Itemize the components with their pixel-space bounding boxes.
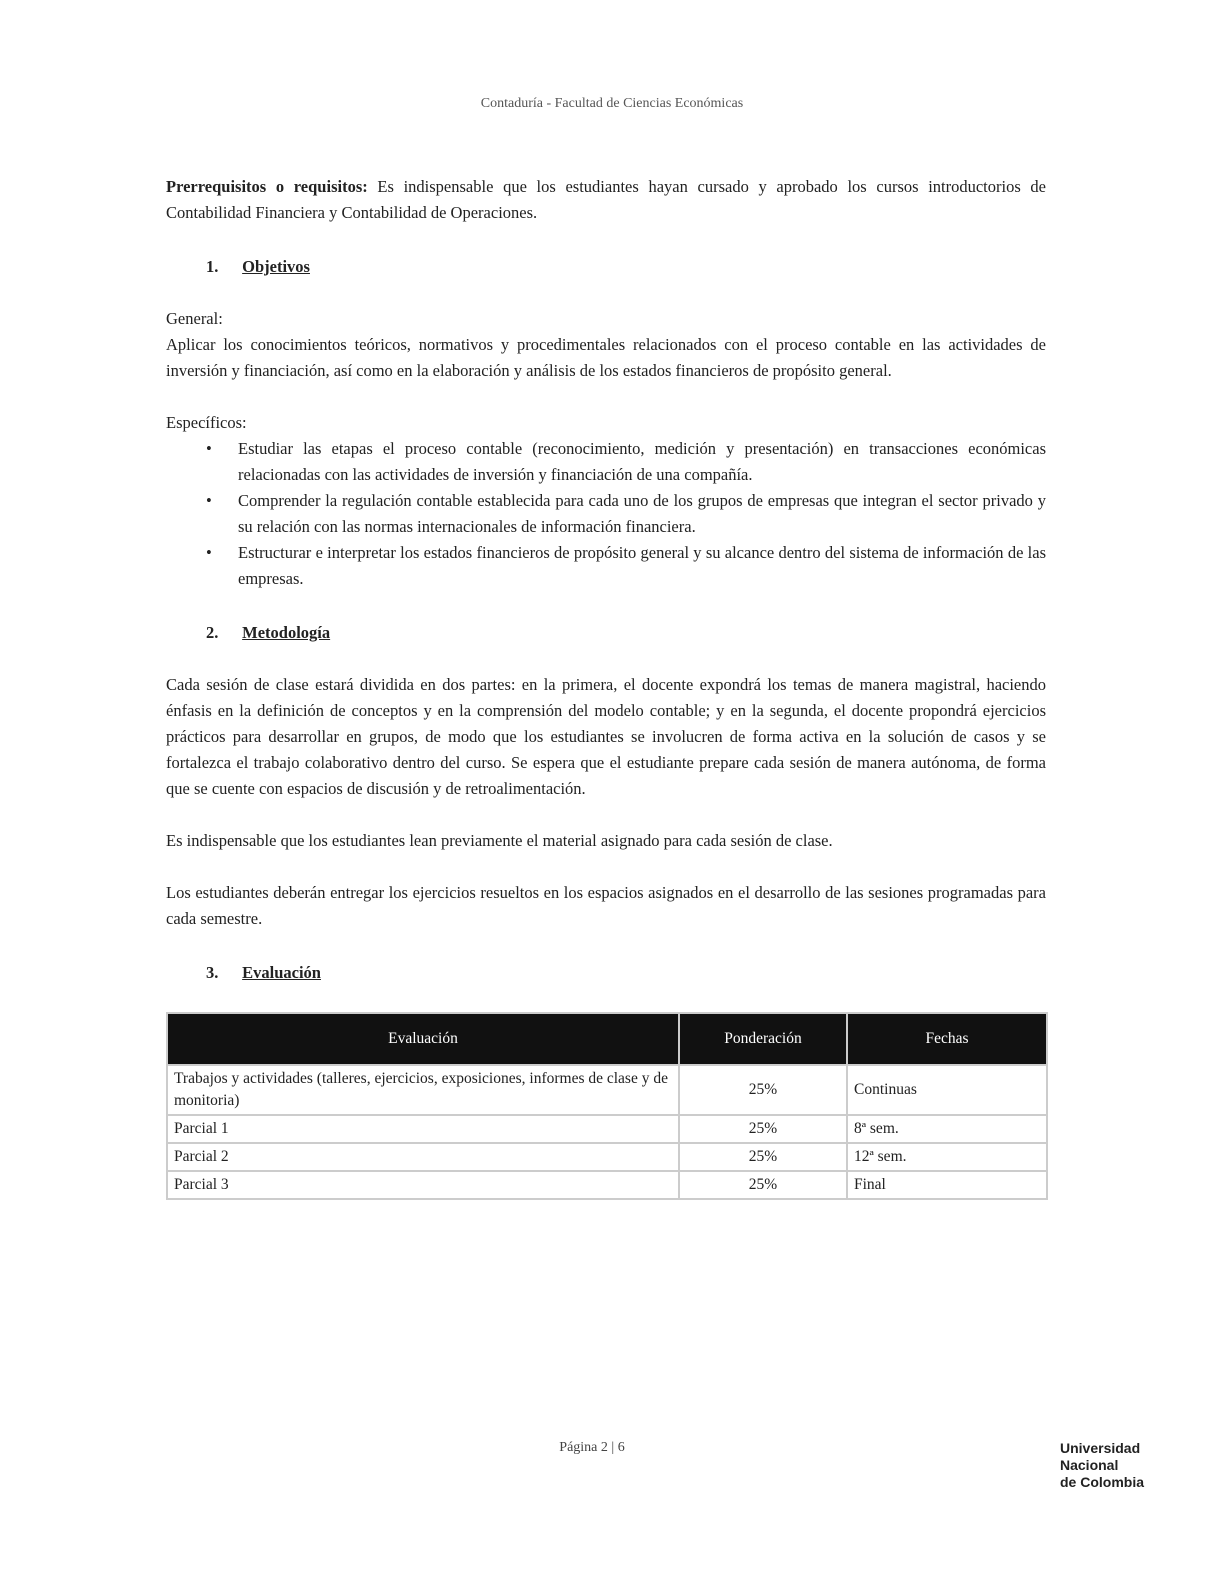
table-cell: Trabajos y actividades (talleres, ejercicios, exposiciones, informes de clase y de monitoria) (167, 1065, 679, 1115)
section-number: 2. (206, 623, 219, 642)
column-header: Fechas (847, 1013, 1047, 1065)
specific-objectives-label: Específicos: (166, 413, 247, 432)
section-number: 1. (206, 257, 219, 276)
list-item (166, 488, 1046, 540)
specific-objectives-list (166, 436, 1046, 592)
logo-line: Universidad (1060, 1440, 1141, 1456)
methodology-paragraph: Es indispensable que los estudiantes lean previamente el material asignado para cada sesión de clase. (166, 831, 833, 850)
table-cell: 25% (679, 1065, 847, 1115)
table-cell: 8ª sem. (847, 1115, 1047, 1143)
bullet-icon: • (206, 491, 212, 510)
section-heading-evaluation (206, 960, 1046, 986)
prerequisites-label: Prerrequisitos o requisitos: (166, 177, 368, 196)
table-row (167, 1143, 1047, 1171)
evaluation-table (166, 1012, 1048, 1200)
table-row (167, 1171, 1047, 1199)
university-logo (1060, 1440, 1170, 1491)
section-title: Evaluación (242, 963, 321, 982)
table-row (167, 1115, 1047, 1143)
section-number: 3. (206, 963, 219, 982)
table-cell: Continuas (847, 1065, 1047, 1115)
page-number: Página 2 | 6 (559, 1440, 625, 1455)
bullet-icon: • (206, 439, 212, 458)
list-item (166, 436, 1046, 488)
logo-line: Nacional (1060, 1457, 1119, 1473)
section-title: Metodología (242, 623, 331, 642)
table-cell: 25% (679, 1171, 847, 1199)
prerequisites-paragraph (166, 174, 1046, 226)
bullet-icon: • (206, 543, 212, 562)
methodology-paragraph: Cada sesión de clase estará dividida en dos partes: en la primera, el docente expondrá los temas de manera magistral, haciendo énfasis en la definición de conceptos y en la comprensión del modelo contable; y en la segunda, el docente propondrá ejercicios prácticos para desarrollar en grupos, de modo que los estudiantes se involucren de forma activa en la solución de casos y se fortalezca el trabajo colaborativo dentro del curso. Se espera que el estudiante prepare cada sesión de manera autónoma, de forma que se cuente con espacios de discusión y de retroalimentación. (166, 675, 1046, 798)
list-item-text: Comprender la regulación contable establecida para cada uno de los grupos de empresas que integran el sector privado y su relación con las normas internacionales de información financiera. (238, 491, 1046, 536)
methodology-paragraph: Los estudiantes deberán entregar los ejercicios resueltos en los espacios asignados en el desarrollo de las sesiones programadas para cada semestre. (166, 883, 1046, 928)
column-header: Evaluación (167, 1013, 679, 1065)
section-title: Objetivos (242, 257, 310, 276)
table-header-row (167, 1013, 1047, 1065)
table-row (167, 1065, 1047, 1115)
page-header: Contaduría - Facultad de Ciencias Económicas (480, 96, 744, 111)
document-body (166, 174, 1046, 1200)
column-header: Ponderación (679, 1013, 847, 1065)
table-cell: 25% (679, 1115, 847, 1143)
section-heading-methodology (206, 620, 1046, 646)
table-cell: 25% (679, 1143, 847, 1171)
logo-line: de Colombia (1060, 1474, 1145, 1490)
general-objective-label: General: (166, 309, 223, 328)
section-heading-objectives (206, 254, 1046, 280)
table-cell: Parcial 3 (167, 1171, 679, 1199)
general-objective-text: Aplicar los conocimientos teóricos, normativos y procedimentales relacionados con el proceso contable en las actividades de inversión y financiación, así como en la elaboración y análisis de los estados financieros de propósito general. (166, 335, 1046, 380)
list-item-text: Estudiar las etapas el proceso contable (reconocimiento, medición y presentación) en transacciones económicas relacionadas con las actividades de inversión y financiación de una compañía. (238, 439, 1046, 484)
table-cell: 12ª sem. (847, 1143, 1047, 1171)
prerequisites-text: Es indispensable que los estudiantes hayan cursado y aprobado los cursos introductorios de Contabilidad Financiera y Contabilidad de Operaciones. (166, 177, 1047, 222)
table-cell: Parcial 1 (167, 1115, 679, 1143)
table-cell: Final (847, 1171, 1047, 1199)
list-item-text: Estructurar e interpretar los estados financieros de propósito general y su alcance dentro del sistema de información de las empresas. (238, 543, 1046, 588)
table-cell: Parcial 2 (167, 1143, 679, 1171)
list-item (166, 540, 1046, 592)
